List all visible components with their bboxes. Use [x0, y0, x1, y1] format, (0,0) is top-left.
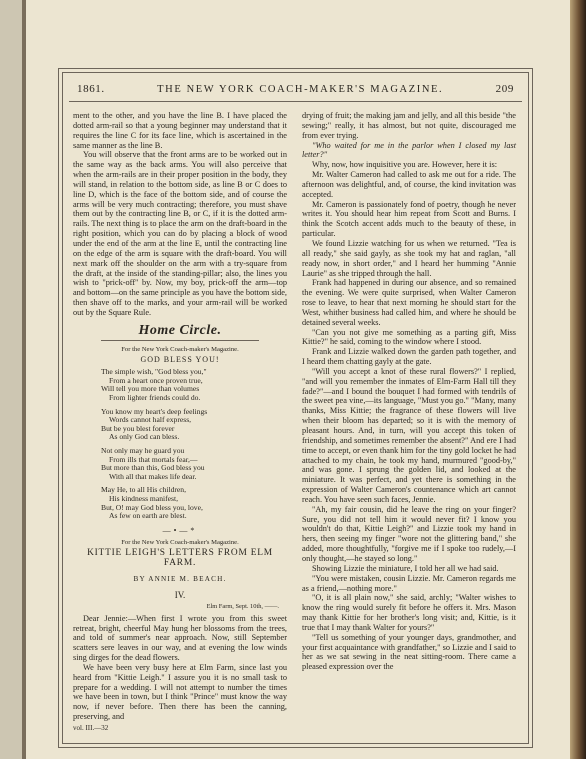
book-edge — [570, 0, 586, 759]
adjacent-page-edge — [0, 0, 22, 759]
poem-credit: For the New York Coach-maker's Magazine. — [121, 345, 239, 353]
header-title: THE NEW YORK COACH-MAKER'S MAGAZINE. — [157, 83, 444, 95]
paragraph: Dear Jennie:—When first I wrote you from this sweet retreat, bright, cheerful May hung her blossoms from the trees, and told of summer's near approach. Now, still September scatters sere leaves in our way, and at evening the low winds sing dirges for the dead flowers. — [73, 613, 287, 663]
paragraph: "Who waited for me in the parlor when I closed my last letter?" — [302, 140, 516, 160]
poem-stanza — [101, 408, 287, 442]
poem-line: You know my heart's deep feelings — [101, 406, 208, 416]
header-year: 1861. — [77, 83, 105, 95]
page-footer — [73, 724, 287, 734]
poem-line: As few on earth are blest. — [109, 511, 187, 521]
paragraph: "Ah, my fair cousin, did he leave the ring on your finger? Sure, you did not tell him it would never fit? I know you wouldn't do that, Kittie Leigh?" and Lizzie took my hand in hers, then seeing my finger "wore not the glittering band," she added, more thoughtfully, "forgive me if I spoke too rudely,—I only thought,—he stayed so long." — [302, 504, 516, 563]
poem-line: The simple wish, "God bless you," — [101, 367, 207, 377]
volume-signature: vol. III.—32 — [73, 723, 109, 732]
paragraph: Mr. Walter Cameron had called to ask me out for a ride. The afternoon was delightful, and, of course, the kind invitation was accepted. — [302, 170, 516, 199]
poem-signoff: * — [190, 525, 198, 535]
poem-line: His kindness manifest, — [109, 493, 178, 503]
right-column — [302, 111, 516, 672]
paragraph: "O, it is all plain now," she said, archly; "Walter wishes to know the ring would surely fit before he offers it. Mrs. Mason may thank Kittie for her brother's long visit; and, Kittie, is it true that I may thank Walter for yours?" — [302, 593, 516, 632]
byline: BY ANNIE M. BEACH. — [133, 575, 227, 584]
poem-line: With all that makes life dear. — [109, 471, 197, 481]
poem-stanza — [101, 486, 287, 520]
poem-line: Will tell you more than volumes — [101, 384, 200, 394]
running-header — [77, 79, 514, 99]
story-credit: For the New York Coach-maker's Magazine. — [121, 538, 239, 546]
header-rule — [69, 101, 522, 102]
poem-title: GOD BLESS YOU! — [140, 355, 220, 365]
paragraph: Frank and Lizzie walked down the garden path together, and I heard them chatting gayly at the gate. — [302, 347, 516, 367]
paragraph: ment to the other, and you have the line B. I have placed the dotted arm-rail so that a young beginner may understand that it requires the line C for its face line, which is ascertained in the same manner as the line B. — [73, 111, 287, 150]
section-rule — [101, 340, 259, 341]
paragraph: "Can you not give me something as a parting gift, Miss Kittie?" he said, coming to the window where I stood. — [302, 327, 516, 347]
poem-line: But more than this, God bless you — [101, 463, 205, 473]
poem-line: As only God can bless. — [109, 432, 180, 442]
paragraph: "Tell us something of your younger days, grandmother, and your first acquaintance with grandfather," so Lizzie and I said to her as we sat sewing in the neat sitting-room. There came a pleased expression over the — [302, 632, 516, 672]
ornament-divider: —•—* — [162, 525, 198, 535]
section-heading: Home Circle. — [138, 322, 222, 338]
poem-line: But be you blest forever — [101, 423, 175, 433]
poem-stanza — [101, 447, 287, 481]
poem-line: But, O! may God bless you, love, — [101, 502, 203, 512]
paragraph: Why, now, how inquisitive you are. However, here it is: — [312, 160, 497, 170]
story-title: KITTIE LEIGH'S LETTERS FROM ELM FARM. — [87, 548, 273, 569]
paragraph: drying of fruit; the making jam and jelly, and all this beside "the sewing;" really, it has almost, but not quite, discouraged me from ever trying. — [302, 111, 516, 140]
chapter-number: IV. — [174, 589, 186, 600]
paragraph: Frank had happened in during our absence, and so remained the evening. We were quite surprised, when Walter Cameron rose to leave, to hear that next morning he should start for the West, whither business had called him, and where he should be detained several weeks. — [302, 278, 516, 327]
paragraph: You will observe that the front arms are to be worked out in the same way as the back arms. You will also perceive that when the arm-rails are in their proper position in the body, they will stand, in relation to the bottom side, as line B or C does to line D, which is the face of the bottom side, and of course the arms will be very much contracting; therefore, you must shave them out by the contracting line B, or C, if it is the dotted arm-rails. The next thing is to place the arm on the draft-board in the right position, which you can do by placing a block of wood under the end of the arm at the line E, until the contracting line on the edge of the arm is square with the draft-board. You will next mark off the shoulder on the arm with a try-square from the draft, at the inside of the standing-pillar; also, the lines you wish to "prick-off" by. Now, my boy, prick-off the arm—top and bottom—on the same principle as you have the bottom side, then shave off to the marks, and your arm-rail will be worked out by the Square Rule. — [73, 150, 287, 317]
page-number: 209 — [495, 83, 514, 95]
poem-line: From lighter friends could do. — [109, 393, 201, 403]
paragraph: "Will you accept a knot of these rural flowers?" I replied, "and will you remember the inmates of Elm-Farm Hall till they fade?"—and I bound the bouquet I had formed with tendrils of the sweet pea vine,—its language, "Must you go." "Many, many thanks, Miss Kittie; the fragrance of these flowers will live when their bloom has departed; so it is with the memory of pleasant hours. And, in turn, will you accept this token of friendship, and sometimes remember the absent?" And ere I had time to accept, or even thank him for the tiny gold locket he had attached to my chain, he took my hand, murmured "good-by," and was gone. I sprung the golden lid, and looked at the miniature. It was perfect, and yet there is something in the expression of Walter Cameron's countenance which art cannot reach. You have seen such faces, Jennie. — [302, 366, 516, 504]
poem-stanza — [101, 368, 287, 402]
page-frame — [62, 72, 529, 744]
poem-line: From a heart once proven true, — [109, 375, 203, 385]
left-column — [73, 111, 287, 734]
book-page — [26, 0, 570, 759]
poem-line: From ills that mortals fear,— — [109, 454, 198, 464]
paragraph: Mr. Cameron is passionately fond of poetry, though he never writes it. You should hear him repeat from Scott and Burns. I think the Scotch accent adds much to the beauty of these, in particular. — [302, 199, 516, 239]
poem-line: Words cannot half express, — [109, 415, 192, 425]
dateline: Elm Farm, Sept. 10th, ——. — [206, 602, 279, 610]
paragraph: "You were mistaken, cousin Lizzie. Mr. Cameron regards me as a friend,—nothing more." — [302, 573, 516, 593]
poem-line: May He, to all His children, — [101, 485, 186, 495]
paragraph: We found Lizzie watching for us when we returned. "Tea is all ready," she said gayly, as she took my hat and raglan, "all ready now, in short order," and I heard her humming "Annie Laurie" as she tripped through the hall. — [302, 238, 516, 278]
paragraph: We have been very busy here at Elm Farm, since last you heard from "Kittie Leigh." I assure you it is no small task to prepare for a wedding. I will not attempt to number the times we have been in town, but I think "Prince" must know the way now, if never before. Then there has been the canning, preserving, and — [73, 662, 287, 722]
poem-line: Not only may he guard you — [101, 446, 185, 455]
poem — [101, 368, 287, 521]
paragraph: Showing Lizzie the miniature, I told her all we had said. — [312, 563, 499, 573]
